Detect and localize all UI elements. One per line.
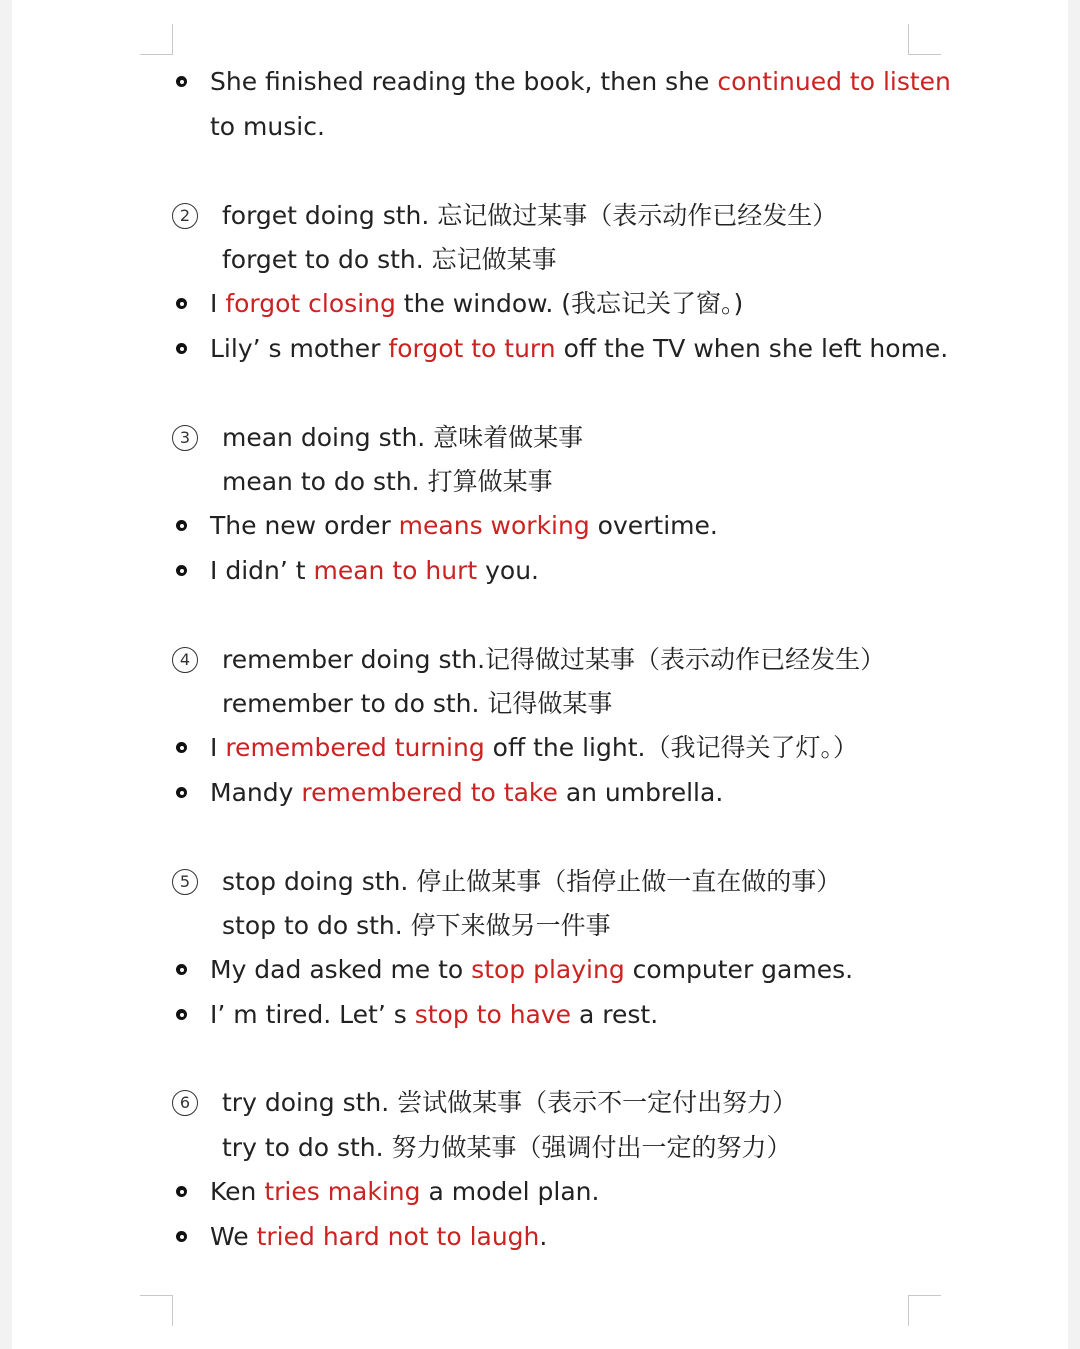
example-line bbox=[210, 289, 743, 319]
example-text: I bbox=[210, 289, 226, 318]
example-highlight: tried hard not to laugh bbox=[256, 1222, 540, 1251]
intro-example-continuation: to music. bbox=[210, 112, 325, 141]
example-highlight: continued to listen bbox=[717, 67, 951, 96]
example-line bbox=[210, 1222, 547, 1252]
section-subheading: remember to do sth. 记得做某事 bbox=[222, 689, 613, 718]
bullet-icon bbox=[176, 1186, 187, 1197]
example-text: off the TV when she left home. bbox=[555, 334, 949, 363]
example-highlight: remembered to take bbox=[301, 778, 558, 807]
section-heading: forget doing sth. 忘记做过某事（表示动作已经发生） bbox=[222, 201, 838, 230]
example-text: a rest. bbox=[571, 1000, 659, 1029]
example-text: the window. (我忘记关了窗。) bbox=[395, 289, 744, 318]
example-line bbox=[210, 334, 948, 364]
bullet-icon bbox=[176, 298, 187, 309]
example-text: Mandy bbox=[210, 778, 302, 807]
example-text: you. bbox=[477, 556, 540, 585]
section-heading: remember doing sth.记得做过某事（表示动作已经发生） bbox=[222, 645, 886, 674]
section-number: 2 bbox=[172, 203, 198, 229]
example-text: off the light.（我记得关了灯。） bbox=[484, 733, 858, 762]
example-highlight: forgot closing bbox=[225, 289, 396, 318]
bullet-icon bbox=[176, 787, 187, 798]
example-text: She finished reading the book, then she bbox=[210, 67, 718, 96]
section-number: 5 bbox=[172, 869, 198, 895]
section-number: 6 bbox=[172, 1090, 198, 1116]
example-text: Ken bbox=[210, 1177, 265, 1206]
example-text: The new order bbox=[210, 511, 399, 540]
intro-example-line bbox=[210, 67, 951, 97]
example-highlight: means working bbox=[398, 511, 590, 540]
example-line bbox=[210, 1000, 658, 1030]
example-text: I bbox=[210, 733, 226, 762]
bullet-icon bbox=[176, 964, 187, 975]
section-number: 3 bbox=[172, 425, 198, 451]
bullet-icon bbox=[176, 565, 187, 576]
example-line bbox=[210, 733, 858, 763]
example-text: . bbox=[539, 1222, 548, 1251]
example-text: We bbox=[210, 1222, 257, 1251]
example-text: I didn’ t bbox=[210, 556, 314, 585]
bullet-icon bbox=[176, 742, 187, 753]
example-text: a model plan. bbox=[420, 1177, 600, 1206]
example-text: computer games. bbox=[624, 955, 854, 984]
section-subheading: stop to do sth. 停下来做另一件事 bbox=[222, 911, 611, 940]
section-subheading: forget to do sth. 忘记做某事 bbox=[222, 245, 557, 274]
section-subheading: try to do sth. 努力做某事（强调付出一定的努力） bbox=[222, 1133, 792, 1162]
example-highlight: stop to have bbox=[414, 1000, 572, 1029]
section-number: 4 bbox=[172, 647, 198, 673]
bullet-icon bbox=[176, 1009, 187, 1020]
section-heading: mean doing sth. 意味着做某事 bbox=[222, 423, 584, 452]
example-highlight: stop playing bbox=[471, 955, 625, 984]
example-text: I’ m tired. Let’ s bbox=[210, 1000, 415, 1029]
example-line bbox=[210, 511, 718, 541]
example-line bbox=[210, 556, 539, 586]
example-text: overtime. bbox=[589, 511, 718, 540]
example-text: Lily’ s mother bbox=[210, 334, 389, 363]
example-text: My dad asked me to bbox=[210, 955, 472, 984]
example-highlight: tries making bbox=[264, 1177, 421, 1206]
example-highlight: mean to hurt bbox=[313, 556, 478, 585]
example-line bbox=[210, 778, 723, 808]
example-line bbox=[210, 1177, 599, 1207]
example-highlight: forgot to turn bbox=[388, 334, 556, 363]
bullet-icon bbox=[176, 520, 187, 531]
section-heading: try doing sth. 尝试做某事（表示不一定付出努力） bbox=[222, 1088, 798, 1117]
example-highlight: remembered turning bbox=[225, 733, 485, 762]
section-heading: stop doing sth. 停止做某事（指停止做一直在做的事） bbox=[222, 867, 842, 896]
example-line bbox=[210, 955, 853, 985]
bullet-icon bbox=[176, 343, 187, 354]
bullet-icon bbox=[176, 76, 187, 87]
bullet-icon bbox=[176, 1231, 187, 1242]
example-text: an umbrella. bbox=[557, 778, 724, 807]
section-subheading: mean to do sth. 打算做某事 bbox=[222, 467, 553, 496]
